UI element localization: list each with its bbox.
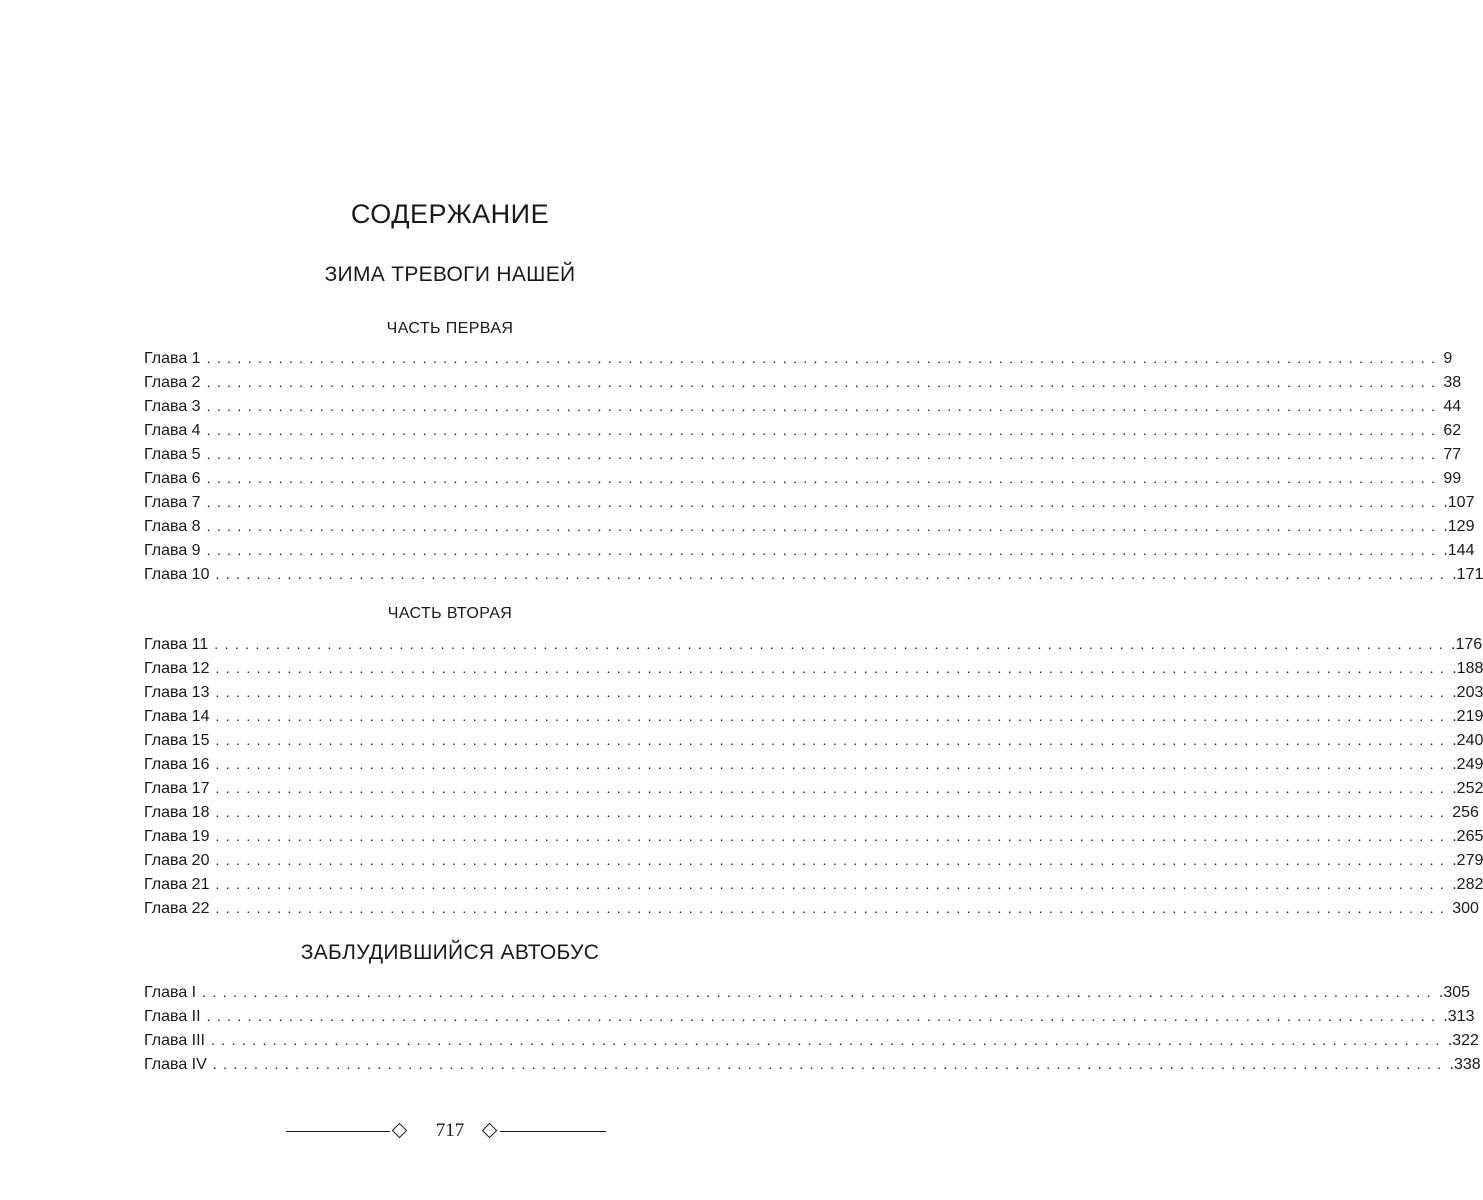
- toc-entry-page: 300: [1452, 900, 1479, 917]
- toc-entry-page: .203: [1452, 684, 1483, 701]
- toc-entry[interactable]: [144, 680, 1483, 704]
- toc-entry[interactable]: [144, 980, 1471, 1004]
- toc-entry-label: Глава 19: [144, 828, 210, 845]
- toc-entry[interactable]: [144, 824, 1483, 848]
- dot-leader: ........................................................................................................................: [215, 804, 1451, 820]
- toc-entry[interactable]: [144, 466, 1462, 490]
- toc-entry-page: .265: [1452, 828, 1483, 845]
- toc-list-part-2: [144, 632, 1483, 920]
- dot-leader: ........................................................................................................................: [215, 566, 1451, 582]
- toc-entry-label: Глава 13: [144, 684, 210, 701]
- toc-entry-label: Глава 4: [144, 422, 201, 439]
- dot-leader: ........................................................................................................................: [206, 398, 1442, 414]
- toc-entry[interactable]: [144, 656, 1483, 680]
- diamond-ornament-icon: [482, 1123, 498, 1139]
- dot-leader: ........................................................................................................................: [215, 828, 1451, 844]
- toc-entry[interactable]: [144, 632, 1483, 656]
- toc-entry[interactable]: [144, 896, 1479, 920]
- toc-entry[interactable]: [144, 800, 1479, 824]
- toc-entry[interactable]: [144, 394, 1462, 418]
- toc-entry[interactable]: [144, 346, 1453, 370]
- dot-leader: ........................................................................................................................: [215, 732, 1451, 748]
- toc-entry-label: Глава 9: [144, 542, 201, 559]
- toc-entry-label: Глава 2: [144, 374, 201, 391]
- toc-entry-page: 99: [1443, 470, 1462, 487]
- toc-entry[interactable]: [144, 538, 1475, 562]
- dot-leader: ........................................................................................................................: [215, 708, 1451, 724]
- toc-entry-page: 44: [1443, 398, 1462, 415]
- toc-entry-page: 256: [1452, 804, 1479, 821]
- toc-entry-label: Глава 1: [144, 350, 201, 367]
- page-footer: [0, 1118, 900, 1148]
- toc-entry[interactable]: [144, 1004, 1475, 1028]
- book-title-2: ЗАБЛУДИВШИЙСЯ АВТОБУС: [300, 941, 600, 964]
- toc-entry-page: .282: [1452, 876, 1483, 893]
- dot-leader: ........................................................................................................................: [214, 636, 1450, 652]
- toc-entry[interactable]: [144, 872, 1483, 896]
- toc-entry-page: .129: [1443, 518, 1475, 535]
- toc-entry-page: .313: [1443, 1008, 1475, 1025]
- dot-leader: ........................................................................................................................: [206, 446, 1442, 462]
- toc-entry[interactable]: [144, 704, 1483, 728]
- dot-leader: ........................................................................................................................: [206, 470, 1442, 486]
- dot-leader: ........................................................................................................................: [215, 780, 1451, 796]
- part-title-2: ЧАСТЬ ВТОРАЯ: [387, 605, 513, 622]
- toc-entry-label: Глава II: [144, 1008, 201, 1025]
- toc-entry-label: Глава 17: [144, 780, 210, 797]
- toc-entry-page: .279: [1452, 852, 1483, 869]
- toc-entry-page: .322: [1447, 1032, 1479, 1049]
- toc-entry-page: .171: [1452, 566, 1483, 583]
- toc-entry-label: Глава 3: [144, 398, 201, 415]
- toc-entry-label: Глава 20: [144, 852, 210, 869]
- toc-entry[interactable]: [144, 728, 1483, 752]
- toc-entry-label: Глава 7: [144, 494, 201, 511]
- toc-list-part-1: [144, 346, 1483, 586]
- toc-entry-label: Глава I: [144, 984, 197, 1001]
- toc-entry-page: .249: [1452, 756, 1483, 773]
- toc-entry-label: Глава 8: [144, 518, 201, 535]
- toc-entry-page: .240: [1452, 732, 1483, 749]
- toc-entry-page: 9: [1443, 350, 1453, 367]
- toc-entry-page: .107: [1443, 494, 1475, 511]
- toc-entry-page: 62: [1443, 422, 1462, 439]
- toc-entry-label: Глава 15: [144, 732, 210, 749]
- toc-entry-page: .305: [1438, 984, 1471, 1001]
- dot-leader: ........................................................................................................................: [215, 756, 1451, 772]
- toc-entry[interactable]: [144, 752, 1483, 776]
- toc-entry-page: .188: [1452, 660, 1483, 677]
- toc-entry[interactable]: [144, 418, 1462, 442]
- dot-leader: ........................................................................................................................: [215, 660, 1451, 676]
- dot-leader: ........................................................................................................................: [215, 876, 1451, 892]
- toc-entry-label: Глава 12: [144, 660, 210, 677]
- toc-entry[interactable]: [144, 1028, 1479, 1052]
- dot-leader: ........................................................................................................................: [206, 1008, 1442, 1024]
- toc-entry-label: Глава 10: [144, 566, 210, 583]
- toc-entry-label: Глава 21: [144, 876, 210, 893]
- toc-entry[interactable]: [144, 442, 1462, 466]
- toc-entry-label: Глава 5: [144, 446, 201, 463]
- toc-entry-page: .252: [1452, 780, 1483, 797]
- dot-leader: ........................................................................................................................: [206, 350, 1442, 366]
- toc-entry-label: Глава 16: [144, 756, 210, 773]
- part-title-1: ЧАСТЬ ПЕРВАЯ: [386, 320, 514, 337]
- toc-entry[interactable]: [144, 776, 1483, 800]
- dot-leader: ........................................................................................................................: [206, 518, 1442, 534]
- toc-entry-page: .176: [1451, 636, 1483, 653]
- page-title: СОДЕРЖАНИЕ: [350, 199, 550, 229]
- toc-entry-page: .338: [1449, 1056, 1481, 1073]
- footer-rule-left: [286, 1131, 390, 1132]
- dot-leader: ........................................................................................................................: [215, 684, 1451, 700]
- dot-leader: ........................................................................................................................: [206, 422, 1442, 438]
- dot-leader: ........................................................................................................................: [202, 984, 1437, 1000]
- toc-entry-page: 38: [1443, 374, 1462, 391]
- footer-rule-right: [500, 1131, 606, 1132]
- page-number: 717: [435, 1120, 465, 1141]
- toc-entry-page: .219: [1452, 708, 1483, 725]
- toc-entry-page: .144: [1443, 542, 1475, 559]
- dot-leader: ........................................................................................................................: [206, 374, 1442, 390]
- toc-entry-label: Глава III: [144, 1032, 205, 1049]
- toc-entry-label: Глава 22: [144, 900, 210, 917]
- toc-entry-page: 77: [1443, 446, 1462, 463]
- toc-entry-label: Глава IV: [144, 1056, 207, 1073]
- toc-entry-label: Глава 18: [144, 804, 210, 821]
- toc-entry[interactable]: [144, 562, 1483, 586]
- diamond-ornament-icon: [392, 1123, 408, 1139]
- toc-entry-label: Глава 11: [144, 636, 209, 653]
- dot-leader: ........................................................................................................................: [215, 852, 1451, 868]
- toc-entry[interactable]: [144, 848, 1483, 872]
- toc-entry[interactable]: [144, 370, 1462, 394]
- toc-entry[interactable]: [144, 514, 1475, 538]
- toc-entry[interactable]: [144, 490, 1475, 514]
- toc-entry[interactable]: [144, 1052, 1481, 1076]
- dot-leader: ........................................................................................................................: [206, 494, 1442, 510]
- dot-leader: ........................................................................................................................: [212, 1056, 1448, 1072]
- toc-entry-label: Глава 14: [144, 708, 210, 725]
- toc-list-book-2: [144, 980, 1481, 1076]
- toc-entry-label: Глава 6: [144, 470, 201, 487]
- book-title-1: ЗИМА ТРЕВОГИ НАШЕЙ: [324, 263, 576, 286]
- dot-leader: ........................................................................................................................: [206, 542, 1442, 558]
- dot-leader: ........................................................................................................................: [211, 1032, 1446, 1048]
- dot-leader: ........................................................................................................................: [215, 900, 1451, 916]
